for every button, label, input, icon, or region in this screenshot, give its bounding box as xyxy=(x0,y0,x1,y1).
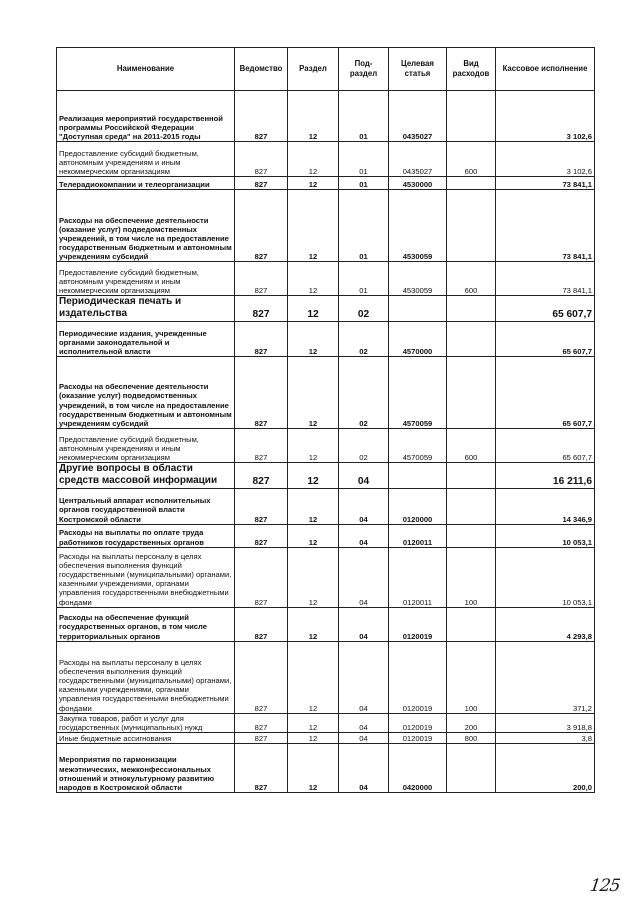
cell-target: 4530059 xyxy=(389,262,447,296)
cell-amount: 3,8 xyxy=(496,732,595,743)
cell-target: 0120000 xyxy=(389,488,447,524)
table-row xyxy=(57,296,595,322)
cell-amount: 73 841,1 xyxy=(496,190,595,262)
cell-target: 4570000 xyxy=(389,321,447,356)
cell-target: 4570059 xyxy=(389,428,447,462)
cell-name: Другие вопросы в области средств массовой информации xyxy=(57,462,235,488)
cell-dept: 827 xyxy=(235,296,288,322)
cell-section: 12 xyxy=(288,547,339,607)
cell-name: Мероприятия по гармонизации межэтнических, межконфессиональных отношений и этнокультурному развитию народов в Костромской области xyxy=(57,743,235,792)
cell-target: 0120019 xyxy=(389,607,447,641)
cell-name: Иные бюджетные ассигнования xyxy=(57,732,235,743)
cell-name: Телерадиокомпании и телеорганизации xyxy=(57,177,235,190)
cell-subsection: 04 xyxy=(339,524,389,547)
cell-name: Расходы на выплаты персоналу в целях обеспечения выполнения функций государственными (муниципальными) органами, казенными учреждениями, органами управления государственными внебюджетными фондами xyxy=(57,547,235,607)
cell-subsection: 04 xyxy=(339,732,389,743)
cell-amount: 16 211,6 xyxy=(496,462,595,488)
cell-section: 12 xyxy=(288,462,339,488)
table-row xyxy=(57,142,595,177)
cell-section: 12 xyxy=(288,524,339,547)
cell-exptype xyxy=(447,91,496,142)
cell-subsection: 01 xyxy=(339,142,389,177)
cell-dept: 827 xyxy=(235,177,288,190)
cell-section: 12 xyxy=(288,91,339,142)
cell-exptype xyxy=(447,296,496,322)
cell-dept: 827 xyxy=(235,356,288,428)
cell-dept: 827 xyxy=(235,743,288,792)
cell-exptype xyxy=(447,356,496,428)
header-row xyxy=(57,48,595,91)
cell-name: Реализация мероприятий государственной программы Российской Федерации "Доступная среда" на 2011-2015 годы xyxy=(57,91,235,142)
table-row xyxy=(57,488,595,524)
cell-exptype: 100 xyxy=(447,641,496,713)
header-exptype: Вид расходов xyxy=(447,48,496,91)
cell-name: Предоставление субсидий бюджетным, автономным учреждениям и иным некоммерческим организациям xyxy=(57,142,235,177)
cell-amount: 65 607,7 xyxy=(496,321,595,356)
cell-name: Закупка товаров, работ и услуг для государственных (муниципальных) нужд xyxy=(57,713,235,732)
cell-target: 4570059 xyxy=(389,356,447,428)
cell-subsection: 01 xyxy=(339,262,389,296)
cell-exptype: 600 xyxy=(447,262,496,296)
cell-subsection: 01 xyxy=(339,190,389,262)
cell-subsection: 04 xyxy=(339,713,389,732)
cell-subsection: 02 xyxy=(339,296,389,322)
header-amount: Кассовое исполнение xyxy=(496,48,595,91)
cell-section: 12 xyxy=(288,296,339,322)
cell-amount: 65 607,7 xyxy=(496,428,595,462)
cell-section: 12 xyxy=(288,190,339,262)
cell-name: Расходы на выплаты по оплате труда работников государственных органов xyxy=(57,524,235,547)
cell-target: 0120011 xyxy=(389,524,447,547)
cell-subsection: 01 xyxy=(339,177,389,190)
cell-exptype xyxy=(447,177,496,190)
cell-name: Расходы на обеспечение деятельности (оказание услуг) подведомственных учреждений, в том числе на предоставление государственным бюджетным и автономным учреждениям субсидий xyxy=(57,356,235,428)
cell-target: 0435027 xyxy=(389,91,447,142)
cell-target xyxy=(389,296,447,322)
cell-exptype xyxy=(447,607,496,641)
table-row xyxy=(57,524,595,547)
cell-name: Предоставление субсидий бюджетным, автономным учреждениям и иным некоммерческим организациям xyxy=(57,262,235,296)
cell-exptype xyxy=(447,488,496,524)
cell-amount: 4 293,8 xyxy=(496,607,595,641)
cell-amount: 371,2 xyxy=(496,641,595,713)
header-subsection: Под-раздел xyxy=(339,48,389,91)
cell-exptype: 800 xyxy=(447,732,496,743)
cell-name: Центральный аппарат исполнительных органов государственной власти Костромской области xyxy=(57,488,235,524)
table-row xyxy=(57,190,595,262)
header-section: Раздел xyxy=(288,48,339,91)
cell-amount: 3 918,8 xyxy=(496,713,595,732)
cell-name: Периодические издания, учрежденные органами законодательной и исполнительной власти xyxy=(57,321,235,356)
cell-dept: 827 xyxy=(235,607,288,641)
cell-section: 12 xyxy=(288,641,339,713)
cell-dept: 827 xyxy=(235,142,288,177)
table-row xyxy=(57,462,595,488)
cell-exptype xyxy=(447,462,496,488)
cell-amount: 65 607,7 xyxy=(496,356,595,428)
cell-dept: 827 xyxy=(235,547,288,607)
cell-dept: 827 xyxy=(235,732,288,743)
cell-target xyxy=(389,462,447,488)
table-row xyxy=(57,713,595,732)
cell-subsection: 04 xyxy=(339,462,389,488)
cell-section: 12 xyxy=(288,356,339,428)
table-row xyxy=(57,607,595,641)
cell-dept: 827 xyxy=(235,428,288,462)
cell-dept: 827 xyxy=(235,488,288,524)
cell-exptype xyxy=(447,743,496,792)
cell-exptype: 600 xyxy=(447,142,496,177)
cell-dept: 827 xyxy=(235,524,288,547)
header-dept: Ведомство xyxy=(235,48,288,91)
cell-section: 12 xyxy=(288,177,339,190)
table-row xyxy=(57,356,595,428)
cell-subsection: 02 xyxy=(339,428,389,462)
cell-exptype: 200 xyxy=(447,713,496,732)
cell-target: 0120019 xyxy=(389,732,447,743)
cell-section: 12 xyxy=(288,488,339,524)
cell-dept: 827 xyxy=(235,91,288,142)
cell-section: 12 xyxy=(288,142,339,177)
table-row xyxy=(57,262,595,296)
cell-dept: 827 xyxy=(235,462,288,488)
cell-amount: 200,0 xyxy=(496,743,595,792)
cell-exptype xyxy=(447,321,496,356)
cell-amount: 3 102,6 xyxy=(496,91,595,142)
cell-target: 0120019 xyxy=(389,641,447,713)
table-row xyxy=(57,428,595,462)
cell-target: 4530059 xyxy=(389,190,447,262)
cell-subsection: 02 xyxy=(339,356,389,428)
table-row xyxy=(57,321,595,356)
cell-subsection: 04 xyxy=(339,547,389,607)
cell-name: Периодическая печать и издательства xyxy=(57,296,235,322)
header-name: Наименование xyxy=(57,48,235,91)
cell-target: 4530000 xyxy=(389,177,447,190)
cell-target: 0120011 xyxy=(389,547,447,607)
table-row xyxy=(57,547,595,607)
cell-target: 0120019 xyxy=(389,713,447,732)
page-number: 125 xyxy=(588,876,621,896)
cell-exptype: 600 xyxy=(447,428,496,462)
cell-dept: 827 xyxy=(235,713,288,732)
cell-subsection: 04 xyxy=(339,607,389,641)
cell-amount: 14 346,9 xyxy=(496,488,595,524)
cell-section: 12 xyxy=(288,321,339,356)
header-target: Целевая статья xyxy=(389,48,447,91)
cell-subsection: 04 xyxy=(339,743,389,792)
cell-exptype xyxy=(447,190,496,262)
cell-target: 0420000 xyxy=(389,743,447,792)
table-row xyxy=(57,91,595,142)
cell-section: 12 xyxy=(288,607,339,641)
cell-name: Предоставление субсидий бюджетным, автономным учреждениям и иным некоммерческим организациям xyxy=(57,428,235,462)
cell-name: Расходы на обеспечение функций государственных органов, в том числе территориальных органов xyxy=(57,607,235,641)
cell-name: Расходы на выплаты персоналу в целях обеспечения выполнения функций государственными (муниципальными) органами, казенными учреждениями, органами управления государственными внебюджетными фондами xyxy=(57,641,235,713)
cell-amount: 73 841,1 xyxy=(496,262,595,296)
cell-amount: 73 841,1 xyxy=(496,177,595,190)
table-row xyxy=(57,743,595,792)
cell-amount: 10 053,1 xyxy=(496,547,595,607)
cell-section: 12 xyxy=(288,428,339,462)
table-row xyxy=(57,177,595,190)
table-row xyxy=(57,732,595,743)
cell-amount: 10 053,1 xyxy=(496,524,595,547)
cell-section: 12 xyxy=(288,732,339,743)
cell-dept: 827 xyxy=(235,190,288,262)
cell-name: Расходы на обеспечение деятельности (оказание услуг) подведомственных учреждений, в том числе на предоставление государственным бюджетным и автономным учреждениям субсидий xyxy=(57,190,235,262)
cell-section: 12 xyxy=(288,713,339,732)
budget-table xyxy=(56,47,595,793)
cell-dept: 827 xyxy=(235,641,288,713)
cell-section: 12 xyxy=(288,262,339,296)
cell-subsection: 01 xyxy=(339,91,389,142)
cell-amount: 65 607,7 xyxy=(496,296,595,322)
table-row xyxy=(57,641,595,713)
cell-exptype: 100 xyxy=(447,547,496,607)
cell-subsection: 04 xyxy=(339,488,389,524)
cell-target: 0435027 xyxy=(389,142,447,177)
cell-subsection: 04 xyxy=(339,641,389,713)
cell-section: 12 xyxy=(288,743,339,792)
cell-dept: 827 xyxy=(235,262,288,296)
cell-exptype xyxy=(447,524,496,547)
cell-subsection: 02 xyxy=(339,321,389,356)
cell-dept: 827 xyxy=(235,321,288,356)
cell-amount: 3 102,6 xyxy=(496,142,595,177)
